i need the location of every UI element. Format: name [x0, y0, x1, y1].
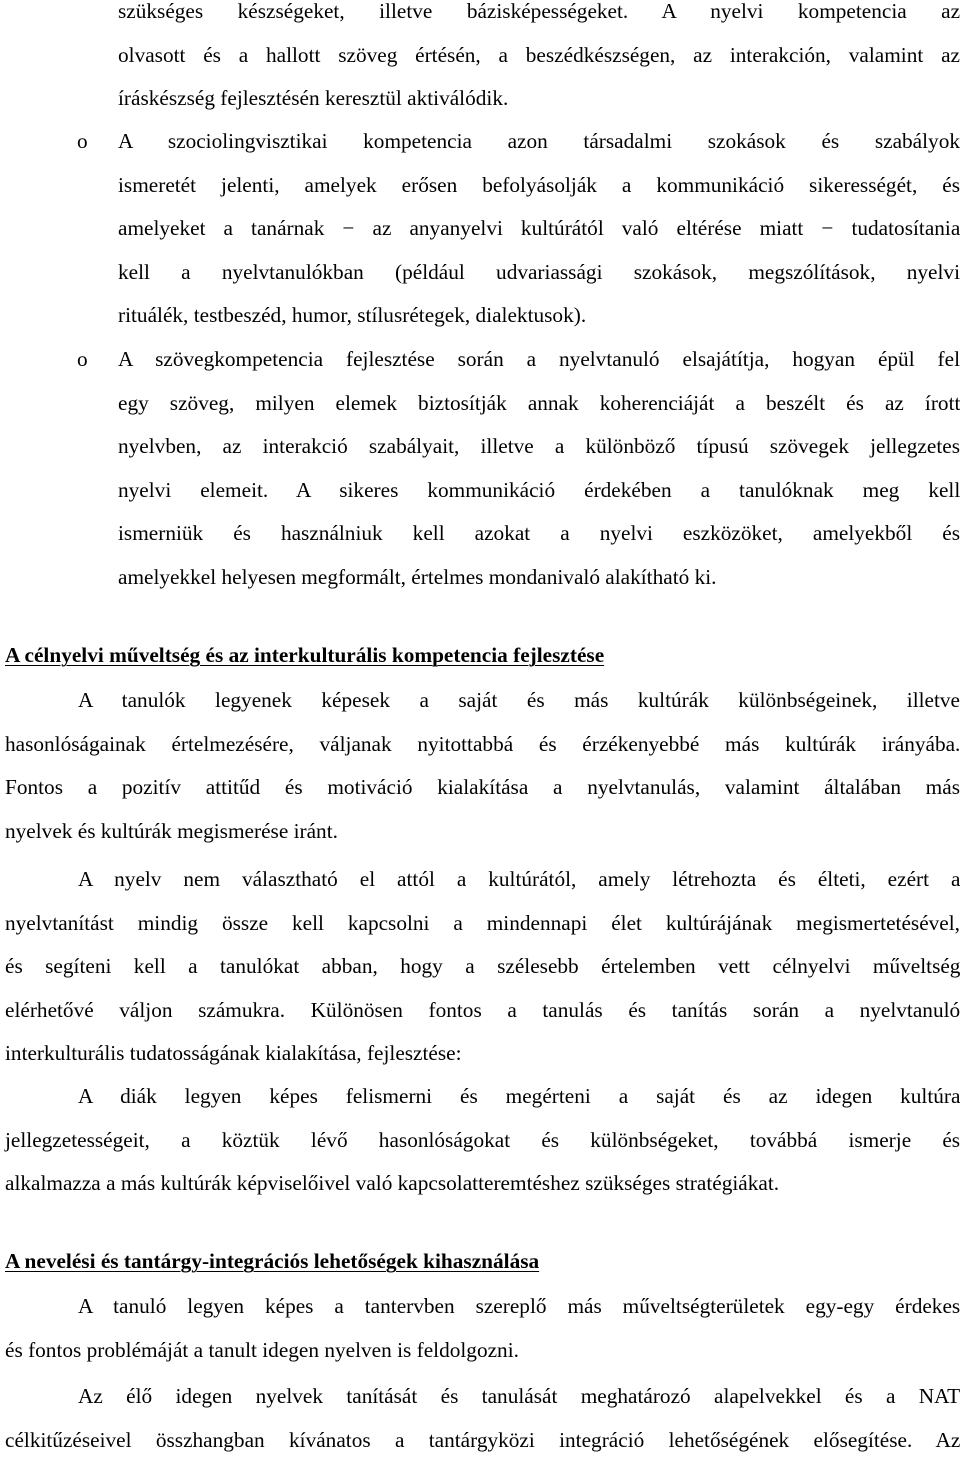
text-line: célkitűzéseivel összhangban kívánatos a tantárgyközi integráció lehetőségének elősegítése. Az [5, 1419, 960, 1462]
text-line: íráskészség fejlesztésén keresztül aktiválódik. [118, 77, 960, 121]
text-line: és fontos problémáját a tanult idegen nyelven is feldolgozni. [5, 1329, 960, 1373]
paragraph [5, 1075, 960, 1206]
text-line: nyelvtanítást mindig össze kell kapcsolni a mindennapi élet kultúrájának megismertetésével, [5, 902, 960, 946]
paragraph [5, 1375, 960, 1462]
text-line: amelyeket a tanárnak − az anyanyelvi kultúrától való eltérése miatt − tudatosítania [118, 207, 960, 251]
text-line: kell a nyelvtanulókban (például udvariassági szokások, megszólítások, nyelvi [118, 251, 960, 295]
text-line: A diák legyen képes felismerni és megérteni a saját és az idegen kultúra [5, 1075, 960, 1119]
text-line: nyelvi elemeit. A sikeres kommunikáció érdekében a tanulóknak meg kell [118, 469, 960, 513]
text-line: alkalmazza a más kultúrák képviselőivel való kapcsolatteremtéshez szükséges stratégiákat. [5, 1162, 960, 1206]
text-line: Fontos a pozitív attitűd és motiváció kialakítása a nyelvtanulás, valamint általában más [5, 766, 960, 810]
list-item-sociolinguistic [118, 120, 960, 338]
bullet-marker: o [77, 338, 88, 382]
text-line: hasonlóságainak értelmezésére, váljanak nyitottabbá és érzékenyebbé más kultúrák irányába. [5, 723, 960, 767]
text-line: A tanulók legyenek képesek a saját és más kultúrák különbségeinek, illetve [5, 679, 960, 723]
text-line: jellegzetességeit, a köztük lévő hasonlóságokat és különbségeket, továbbá ismerje és [5, 1119, 960, 1163]
text-line: A nyelv nem választható el attól a kultúrától, amely létrehozta és élteti, ezért a [5, 858, 960, 902]
text-line: és segíteni kell a tanulókat abban, hogy a szélesebb értelemben vett célnyelvi műveltség [5, 945, 960, 989]
text-line: szükséges készségeket, illetve bázisképességeket. A nyelvi kompetencia az [118, 0, 960, 34]
text-line: Az élő idegen nyelvek tanítását és tanulását meghatározó alapelvekkel és a NAT [5, 1375, 960, 1419]
text-line: elérhetővé váljon számukra. Különösen fontos a tanulás és tanítás során a nyelvtanuló [5, 989, 960, 1033]
paragraph [5, 1285, 960, 1372]
text-line: interkulturális tudatosságának kialakítása, fejlesztése: [5, 1032, 960, 1076]
text-line: nyelvek és kultúrák megismerése iránt. [5, 810, 960, 854]
text-line: egy szöveg, milyen elemek biztosítják annak koherenciáját a beszélt és az írott [118, 382, 960, 426]
text-line: ismerniük és használniuk kell azokat a nyelvi eszközöket, amelyekből és [118, 512, 960, 556]
text-line: rituálék, testbeszéd, humor, stílusrétegek, dialektusok). [118, 294, 960, 338]
section-heading: A nevelési és tantárgy-integrációs lehetőségek kihasználása [5, 1246, 539, 1276]
text-line: amelyekkel helyesen megformált, értelmes mondanivaló alakítható ki. [118, 556, 960, 600]
paragraph [5, 858, 960, 1076]
list-item-continuation [118, 0, 960, 121]
bullet-marker: o [77, 120, 88, 164]
text-line: A tanuló legyen képes a tantervben szereplő más műveltségterületek egy-egy érdekes [5, 1285, 960, 1329]
text-line: A szociolingvisztikai kompetencia azon társadalmi szokások és szabályok [118, 120, 960, 164]
section-heading: A célnyelvi műveltség és az interkulturális kompetencia fejlesztése [5, 640, 604, 670]
text-line: olvasott és a hallott szöveg értésén, a beszédkészségen, az interakción, valamint az [118, 34, 960, 78]
text-line: ismeretét jelenti, amelyek erősen befolyásolják a kommunikáció sikerességét, és [118, 164, 960, 208]
list-item-text-competence [118, 338, 960, 599]
text-line: nyelvben, az interakció szabályait, illetve a különböző típusú szövegek jellegzetes [118, 425, 960, 469]
paragraph [5, 679, 960, 853]
text-line: A szövegkompetencia fejlesztése során a nyelvtanuló elsajátítja, hogyan épül fel [118, 338, 960, 382]
